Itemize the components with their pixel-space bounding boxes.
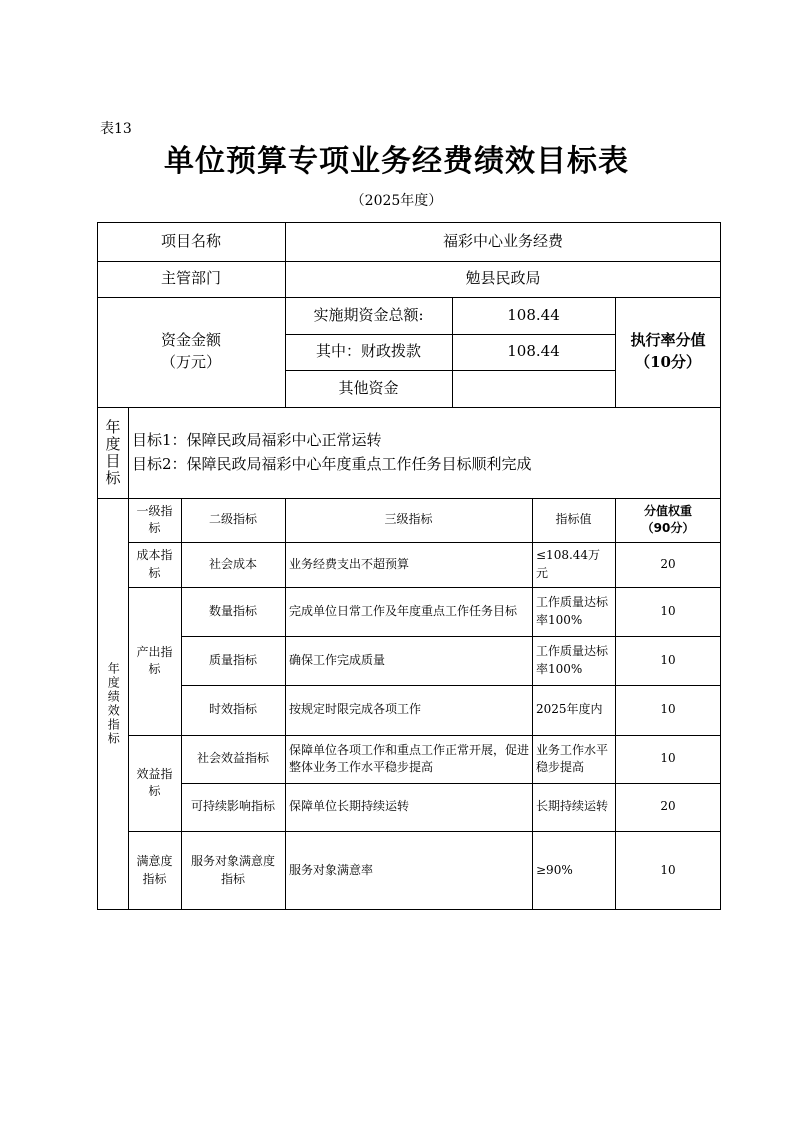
fiscal-funds-label: 其中：财政拨款 [315, 342, 421, 361]
row-level3: 服务对象满意率 [289, 862, 374, 877]
total-funds-label: 实施期资金总额: [313, 305, 424, 324]
execution-rate-line1: 执行率分值 [630, 331, 706, 350]
page-title: 单位预算专项业务经费绩效目标表 [164, 144, 629, 179]
row-level2: 社会效益指标 [196, 751, 269, 766]
row-score: 20 [660, 556, 676, 571]
annual-goals [128, 407, 721, 498]
row-level2: 时效指标 [208, 702, 257, 717]
total-funds-value: 108.44 [507, 305, 560, 324]
row-value: ≥90% [536, 862, 573, 877]
funds-label-line2: （万元） [160, 353, 221, 371]
funds-label [97, 297, 285, 407]
row-level3: 确保工作完成质量 [289, 652, 386, 667]
header-weight-line2: （90分） [641, 521, 695, 535]
row-score: 10 [660, 652, 676, 667]
fiscal-funds-value: 108.44 [507, 342, 560, 361]
funds-label-line1: 资金金额 [160, 331, 221, 350]
header-weight [615, 498, 721, 542]
header-level2: 二级指标 [208, 512, 257, 527]
row-score: 10 [660, 751, 676, 766]
project-name-value: 福彩中心业务经费 [442, 231, 563, 250]
annual-goal-label: 年度目标 [103, 418, 122, 487]
row-level2: 质量指标 [208, 652, 257, 667]
row-value: 长期持续运转 [536, 799, 609, 814]
group-output: 产出指标 [136, 644, 173, 676]
row-level2: 服务对象满意度指标 [190, 854, 275, 886]
execution-rate-score [615, 297, 721, 407]
row-value: 业务工作水平稳步提高 [536, 742, 609, 774]
row-score: 20 [660, 799, 676, 814]
row-level3: 完成单位日常工作及年度重点工作任务目标 [289, 603, 518, 618]
project-name-label: 项目名称 [160, 231, 221, 250]
department-value: 勉县民政局 [465, 269, 541, 288]
row-score: 10 [660, 862, 676, 877]
fiscal-year: （2025年度） [350, 193, 443, 209]
header-level1: 一级指标 [136, 503, 173, 535]
other-funds-value [452, 370, 615, 407]
row-level2: 数量指标 [208, 603, 257, 618]
row-level3: 保障单位长期持续运转 [289, 799, 410, 814]
row-score: 10 [660, 702, 676, 717]
row-level3: 业务经费支出不超预算 [289, 556, 410, 571]
department-label: 主管部门 [160, 269, 221, 288]
goal-1: 目标1：保障民政局福彩中心正常运转 [132, 431, 382, 450]
execution-rate-line2: （10分） [635, 353, 701, 371]
row-level2: 可持续影响指标 [190, 799, 275, 814]
performance-indicators-label: 年度绩效指标 [106, 662, 121, 746]
row-value: 2025年度内 [536, 702, 603, 717]
group-benefit: 效益指标 [136, 766, 173, 798]
group-cost: 成本指标 [136, 548, 173, 580]
goal-2: 目标2：保障民政局福彩中心年度重点工作任务目标顺利完成 [132, 454, 532, 473]
header-level3: 三级指标 [384, 512, 433, 527]
header-weight-line1: 分值权重 [643, 503, 692, 518]
row-value: 工作质量达标率100% [536, 595, 609, 627]
header-value: 指标值 [555, 512, 592, 527]
row-score: 10 [660, 603, 676, 618]
group-satisfaction: 满意度指标 [136, 854, 173, 886]
table-number-label: 表13 [100, 121, 132, 137]
other-funds-label: 其他资金 [338, 378, 399, 397]
row-value: ≤108.44万元 [536, 548, 601, 580]
row-level2: 社会成本 [208, 556, 257, 571]
row-level3: 按规定时限完成各项工作 [289, 702, 422, 717]
row-value: 工作质量达标率100% [536, 644, 609, 676]
row-level3: 保障单位各项工作和重点工作正常开展，促进整体业务工作水平稳步提高 [289, 742, 530, 774]
